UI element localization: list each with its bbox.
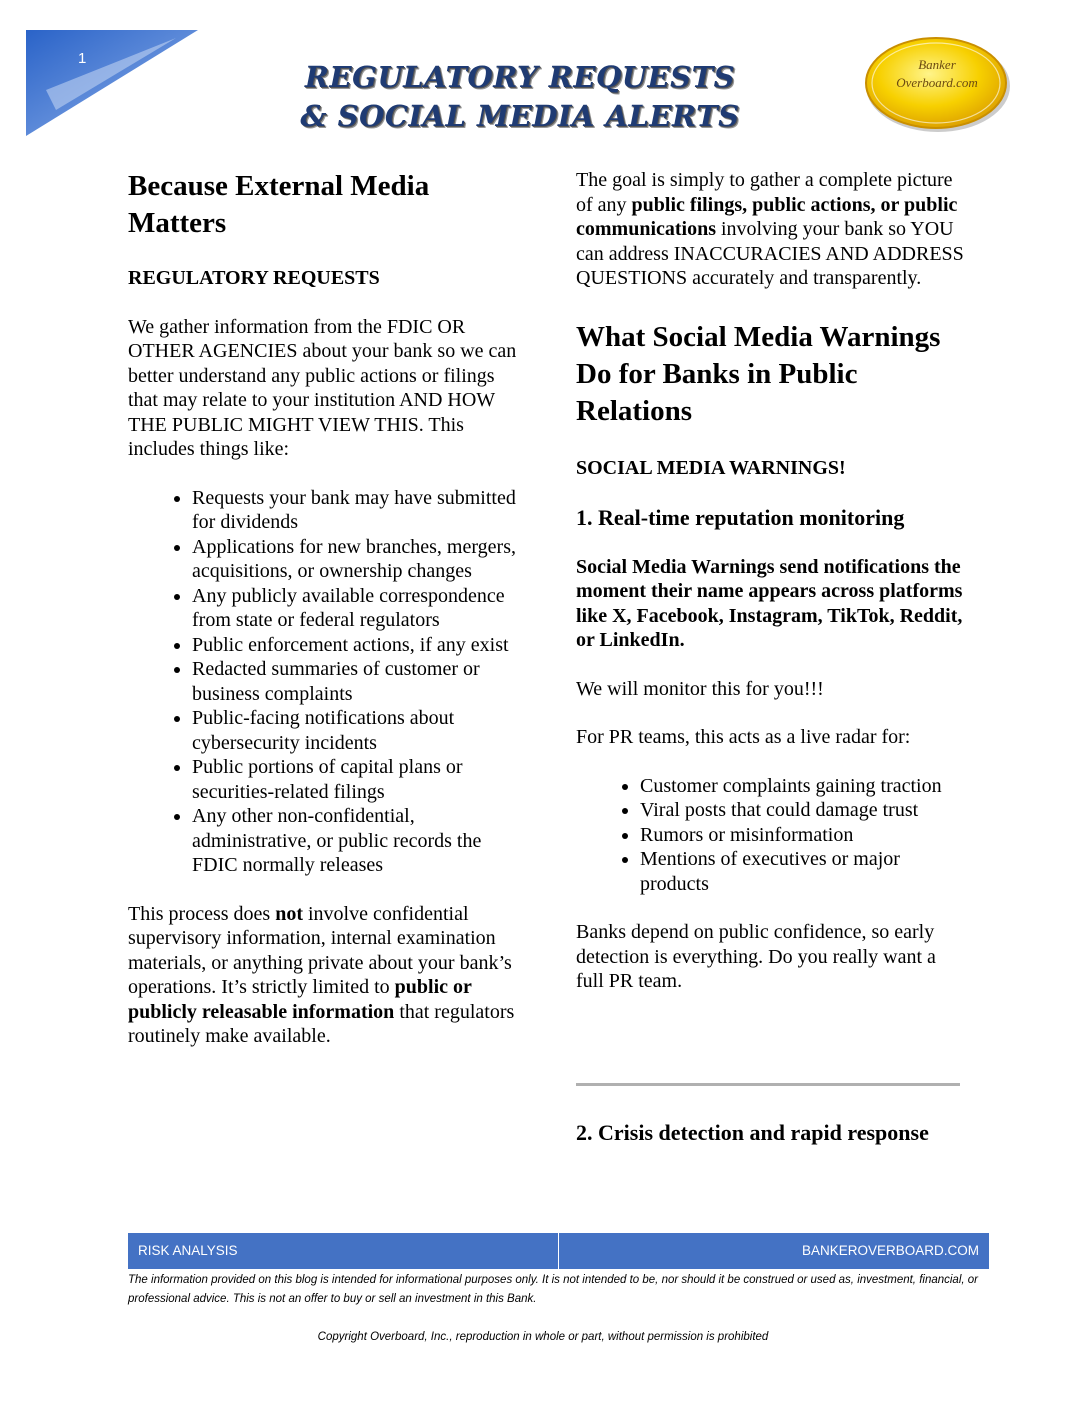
crisis-section [576,1118,966,1147]
left-heading: Because External Media Matters [128,170,430,239]
right-column [576,168,966,994]
footer-website: BANKEROVERBOARD.COM [559,1233,989,1269]
radar-bullet-list [576,774,966,897]
page-title [280,58,760,136]
closing-paragraph: This process does not involve confidential supervisory information, internal examination materials, or anything private about your bank’s operations. It’s strictly limited to public or publicly releasable information that regulators routinely make available. [128,902,515,1047]
radar-text: For PR teams, this acts as a live radar for: [576,726,911,748]
logo-line-1: Banker [918,57,956,72]
radar-bullet-item: • Customer complaints gaining traction [640,774,966,799]
social-media-warnings-label: SOCIAL MEDIA WARNINGS! [576,456,846,479]
regulatory-requests-label: REGULATORY REQUESTS [128,267,380,289]
depend-paragraph: Banks depend on public confidence, so early detection is everything. Do you really want a full PR team. [576,921,936,992]
disclaimer-text: The information provided on this blog is intended for informational purposes only. It is not intended to be, nor should it be construed or used as, investment, financial, or professional advice. This is not an offer to buy or sell an investment in this Bank. [128,1274,979,1305]
regulatory-bullet-item: • Applications for new branches, mergers, acquisitions, or ownership changes [192,535,528,584]
section-divider [576,1083,960,1086]
title-line-2: & SOCIAL MEDIA ALERTS [300,99,740,133]
radar-bullet-item: • Mentions of executives or major products [640,847,966,896]
regulatory-bullet-item: • Public portions of capital plans or securities-related filings [192,755,528,804]
regulatory-bullet-item: • Any publicly available correspondence from state or federal regulators [192,584,528,633]
corner-decoration [26,30,198,136]
regulatory-bullet-list [128,486,528,878]
footer-risk-analysis: RISK ANALYSIS [128,1233,558,1269]
subheading-crisis-detection: 2. Crisis detection and rapid response [576,1120,929,1145]
footer-bar [128,1233,989,1269]
goal-paragraph: The goal is simply to gather a complete picture of any public filings, public actions, or public communications involving your bank so YOU can address INACCURACIES AND ADDRESS QUESTIONS accurately and transparently. [576,169,964,289]
regulatory-bullet-item: • Redacted summaries of customer or business complaints [192,657,528,706]
logo-line-2: Overboard.com [896,75,978,90]
left-column [128,168,528,1049]
subheading-realtime-monitoring: 1. Real-time reputation monitoring [576,505,905,530]
intro-paragraph: We gather information from the FDIC OR OTHER AGENCIES about your bank so we can better understand any public actions or filings that may relate to your institution AND HOW THE PUBLIC MIGHT VIEW THIS. This includes things like: [128,315,517,460]
regulatory-bullet-item: • Any other non-confidential, administrative, or public records the FDIC normally releases [192,804,528,878]
right-heading: What Social Media Warnings Do for Banks in Public Relations [576,320,941,427]
notifications-paragraph: Social Media Warnings send notifications the moment their name appears across platforms like X, Facebook, Instagram, TikTok, Reddit, or LinkedIn. [576,555,963,651]
copyright-text: Copyright Overboard, Inc., reproduction in whole or part, without permission is prohibited [317,1331,769,1343]
monitor-text: We will monitor this for you!!! [576,677,824,700]
regulatory-bullet-item: • Public-facing notifications about cybersecurity incidents [192,706,528,755]
radar-bullet-item: • Viral posts that could damage trust [640,798,966,823]
logo-text [862,56,1012,92]
regulatory-bullet-item: • Public enforcement actions, if any exist [192,633,528,658]
radar-bullet-item: • Rumors or misinformation [640,823,966,848]
page-number: 1 [78,50,87,67]
regulatory-bullet-item: • Requests your bank may have submitted for dividends [192,486,528,535]
title-line-1: REGULATORY REQUESTS [304,60,736,94]
